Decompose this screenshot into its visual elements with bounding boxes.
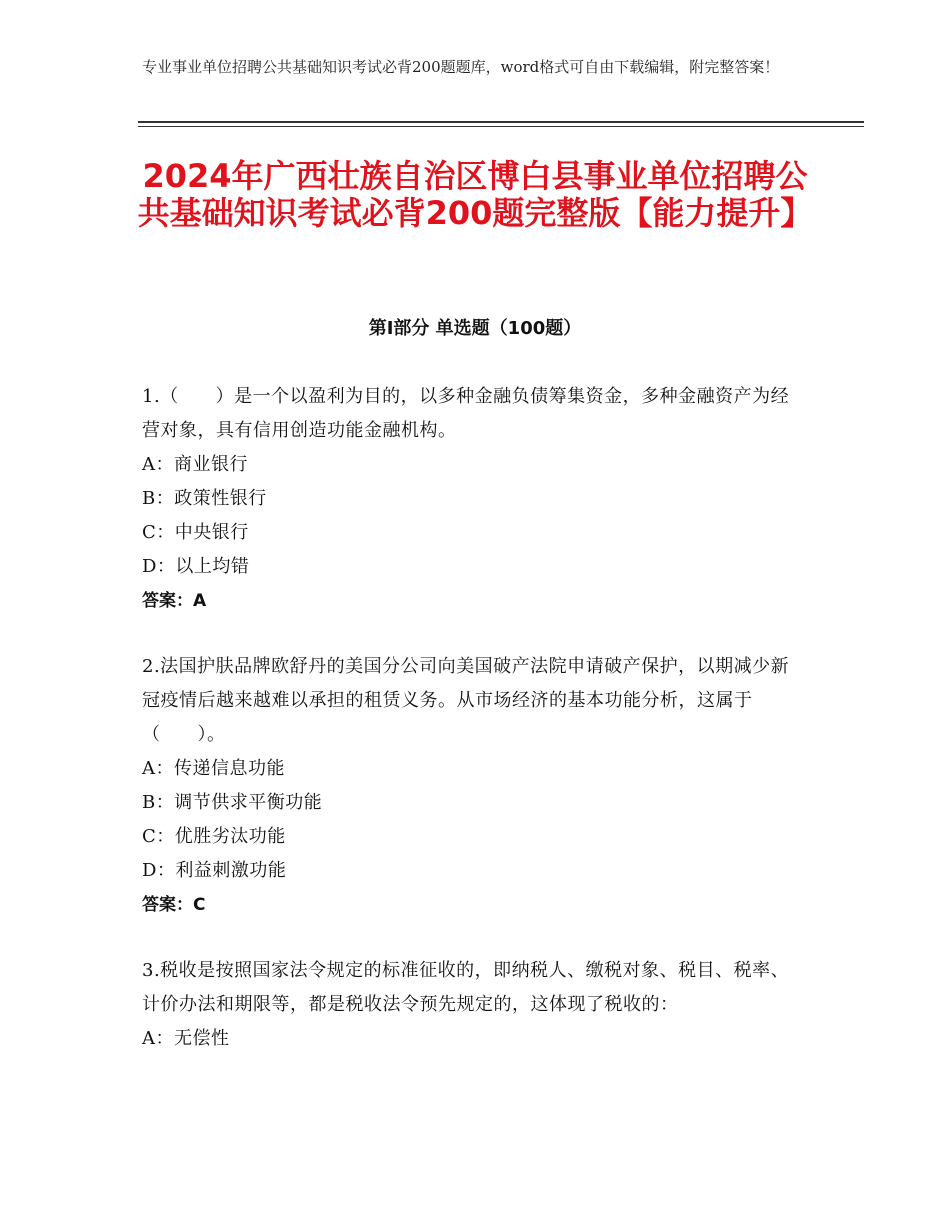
option-a: A：商业银行	[142, 454, 248, 475]
option-c: C：优胜劣汰功能	[142, 826, 286, 847]
option-a: A：传递信息功能	[142, 758, 285, 779]
header-divider-thick	[138, 121, 864, 123]
question-2	[142, 650, 802, 922]
option-a: A：无偿性	[142, 1028, 230, 1049]
question-3	[142, 954, 802, 1056]
option-d: D：以上均错	[142, 556, 250, 577]
question-list	[142, 380, 802, 1088]
question-1	[142, 380, 802, 618]
document-title: 2024年广西壮族自治区博白县事业单位招聘公共基础知识考试必背200题完整版【能力提升】	[137, 157, 813, 232]
header-note: 专业事业单位招聘公共基础知识考试必背200题题库，word格式可自由下载编辑，附完整答案！	[142, 58, 780, 76]
option-d: D：利益刺激功能	[142, 860, 287, 881]
question-stem: 3.税收是按照国家法令规定的标准征收的，即纳税人、缴税对象、税目、税率、计价办法和期限等，都是税收法令预先规定的，这体现了税收的：	[142, 960, 790, 1015]
option-b: B：政策性银行	[142, 488, 267, 509]
section-title: 第I部分 单选题（100题）	[368, 318, 582, 339]
option-c: C：中央银行	[142, 522, 249, 543]
option-b: B：调节供求平衡功能	[142, 792, 323, 813]
header-divider-thin	[138, 126, 864, 127]
answer: 答案：A	[142, 591, 207, 611]
question-stem: 1.（ ）是一个以盈利为目的，以多种金融负债筹集资金，多种金融资产为经营对象，具有信用创造功能金融机构。	[142, 386, 790, 441]
question-stem: 2.法国护肤品牌欧舒丹的美国分公司向美国破产法院申请破产保护，以期减少新冠疫情后越来越难以承担的租赁义务。从市场经济的基本功能分析，这属于（ ）。	[142, 656, 790, 745]
answer: 答案：C	[142, 895, 206, 915]
